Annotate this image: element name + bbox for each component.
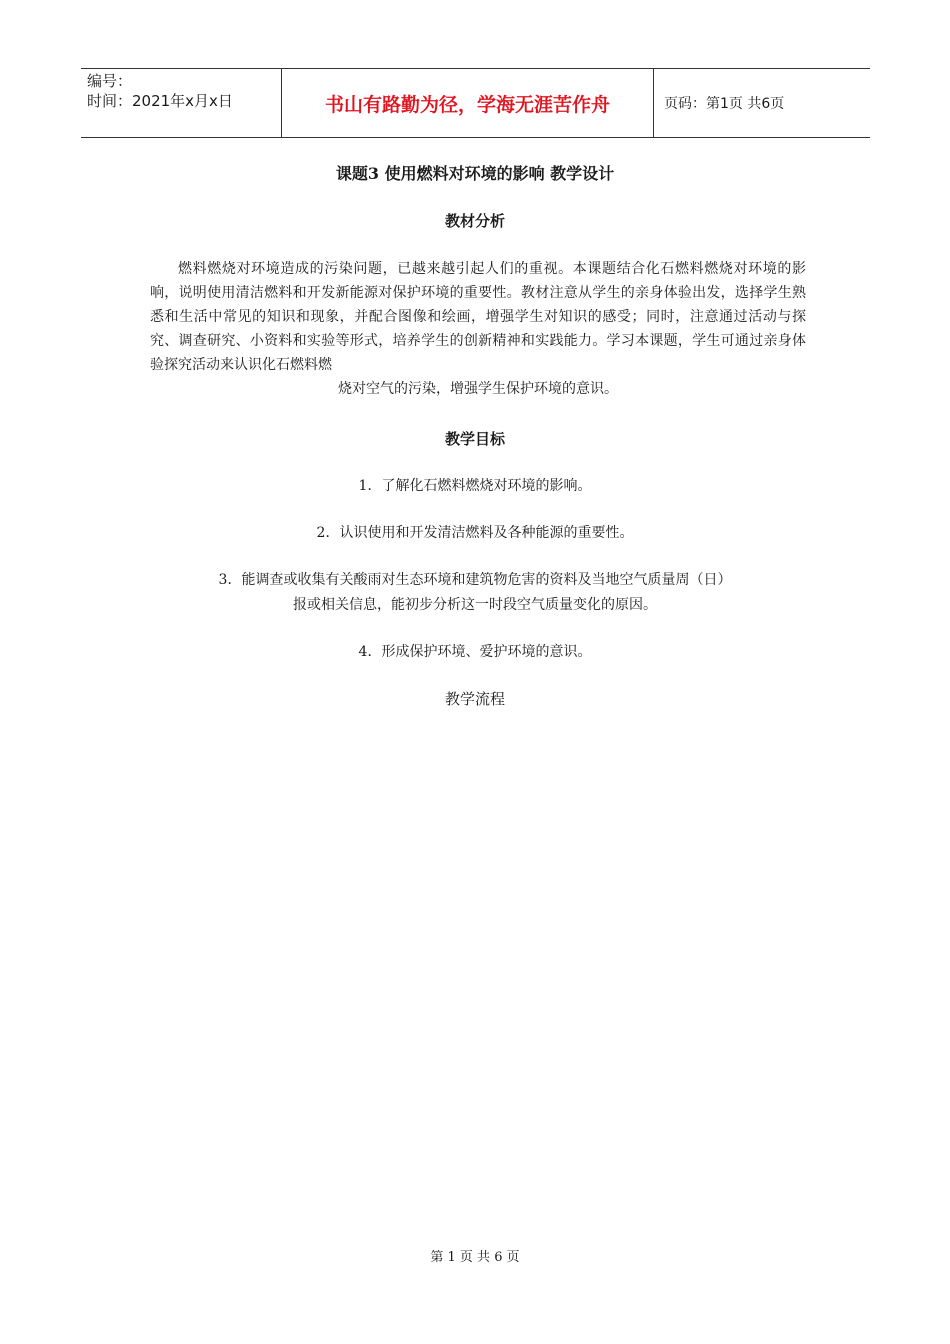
analysis-text-last-line: 烧对空气的污染，增强学生保护环境的意识。 <box>338 381 618 397</box>
document-time-label: 时间：2021年x月x日 <box>87 92 233 110</box>
analysis-paragraph <box>150 257 806 401</box>
page-header <box>81 68 870 138</box>
header-meta <box>81 69 281 137</box>
goal-item-3-line-2: 报或相关信息，能初步分析这一时段空气质量变化的原因。 <box>293 597 657 613</box>
document-number-label: 编号： <box>87 72 133 90</box>
header-motto: 书山有路勤为径，学海无涯苦作舟 <box>281 69 654 137</box>
goal-item-2: 2．认识使用和开发清洁燃料及各种能源的重要性。 <box>316 525 634 541</box>
document-title: 课题3 使用燃料对环境的影响 教学设计 <box>335 164 615 183</box>
header-page-label: 页码：第1页 共6页 <box>664 96 785 112</box>
goal-item-3-line-1: 3．能调查或收集有关酸雨对生态环境和建筑物危害的资料及当地空气质量周（日） <box>218 572 732 588</box>
section-heading-flow: 教学流程 <box>444 690 505 708</box>
goal-item-1: 1．了解化石燃料燃烧对环境的影响。 <box>358 478 592 494</box>
page-footer: 第 1 页 共 6 页 <box>430 1250 520 1265</box>
goal-item-4: 4．形成保护环境、爱护环境的意识。 <box>358 644 592 660</box>
section-heading-analysis: 教材分析 <box>444 212 505 230</box>
analysis-text: 燃料燃烧对环境造成的污染问题，已越来越引起人们的重视。本课题结合化石燃料燃烧对环境的影响，说明使用清洁燃料和开发新能源对保护环境的重要性。教材注意从学生的亲身体验出发，选择学生熟悉和生活中常见的知识和现象，并配合图像和绘画，增强学生对知识的感受；同时，注意通过活动与探究、调查研究、小资料和实验等形式，培养学生的创新精神和实践能力。学习本课题，学生可通过亲身体验探究活动来认识化石燃料燃 <box>150 261 806 373</box>
section-heading-goals: 教学目标 <box>444 430 505 448</box>
